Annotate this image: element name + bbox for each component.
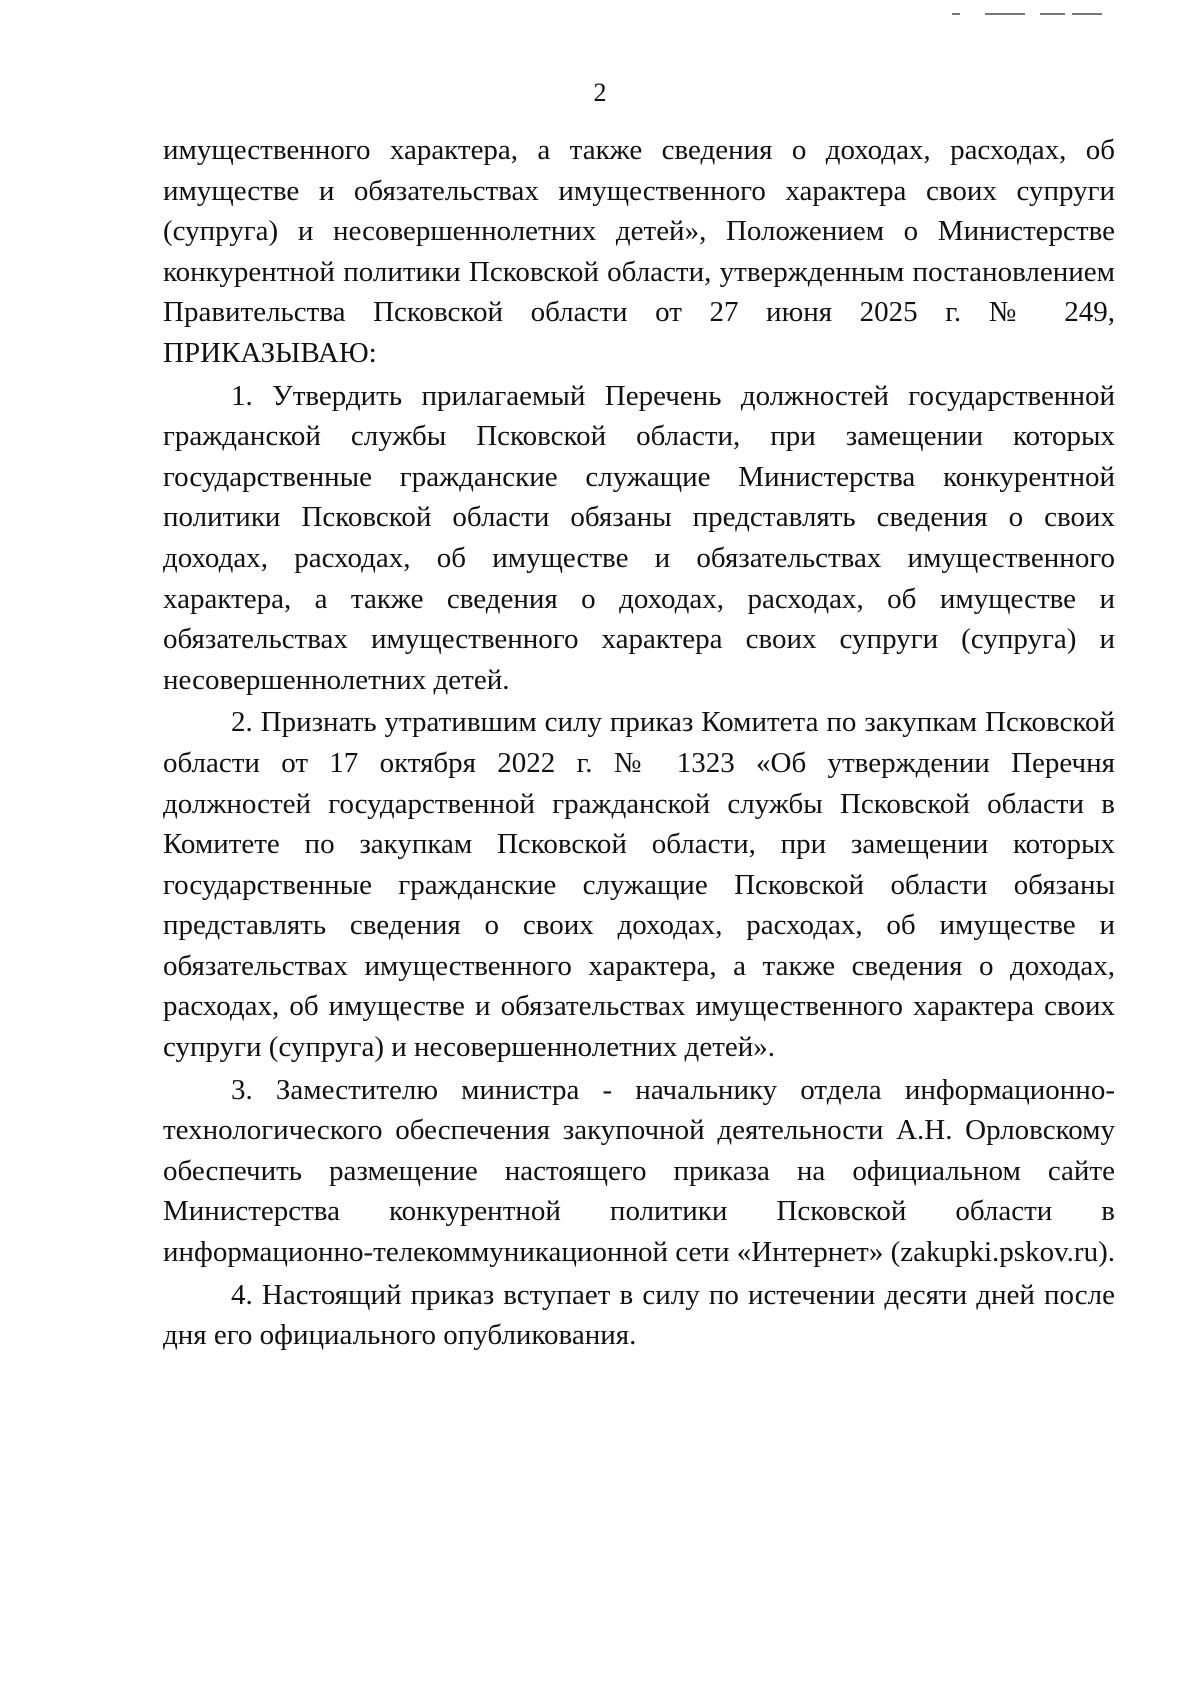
paragraph-item-3: 3. Заместителю министра - начальнику отдела информационно-технологического обеспечения закупочной деятельности А.Н. Орловскому обеспечить размещение настоящего приказа на официальном сайте Министерства конкурентной политики Псковской области в информационно-телекоммуникационной сети «Интернет» (zakupki.pskov.ru). xyxy=(163,1073,1116,1269)
paragraph-item-4: 4. Настоящий приказ вступает в силу по истечении десяти дней после дня его официального опубликования. xyxy=(163,1278,1115,1352)
paragraph-intro-continuation: имущественного характера, а также сведения о доходах, расходах, об имуществе и обязательствах имущественного характера своих супруги (супруга) и несовершеннолетних детей», Положением о Министерстве конкурентной политики Псковской области, утвержденным постановлением Правительства Псковской области от 27 июня 2025 г. № 249, ПРИКАЗЫВАЮ: xyxy=(163,134,1115,369)
document-body xyxy=(163,130,1115,1356)
scan-artifact xyxy=(1072,13,1102,15)
paragraph-item-2: 2. Признать утратившим силу приказ Комитета по закупкам Псковской области от 17 октября 2022 г. № 1323 «Об утверждении Перечня должностей государственной гражданской службы Псковской области в Комитете по закупкам Псковской области, при замещении которых государственные гражданские служащие Псковской области обязаны представлять сведения о своих доходах, расходах, об имуществе и обязательствах имущественного характера, а также сведения о доходах, расходах, об имуществе и обязательствах имущественного характера своих супруги (супруга) и несовершеннолетних детей». xyxy=(163,706,1115,1064)
page-number: 2 xyxy=(593,78,607,107)
scan-artifact xyxy=(985,13,1025,15)
scan-artifact xyxy=(1040,13,1065,15)
paragraph-item-1: 1. Утвердить прилагаемый Перечень должностей государственной гражданской службы Псковской области, при замещении которых государственные гражданские служащие Министерства конкурентной политики Псковской области обязаны представлять сведения о своих доходах, расходах, об имуществе и обязательствах имущественного характера, а также сведения о доходах, расходах, об имуществе и обязательствах имущественного характера своих супруги (супруга) и несовершеннолетних детей. xyxy=(163,379,1115,696)
scan-artifact xyxy=(952,13,960,15)
